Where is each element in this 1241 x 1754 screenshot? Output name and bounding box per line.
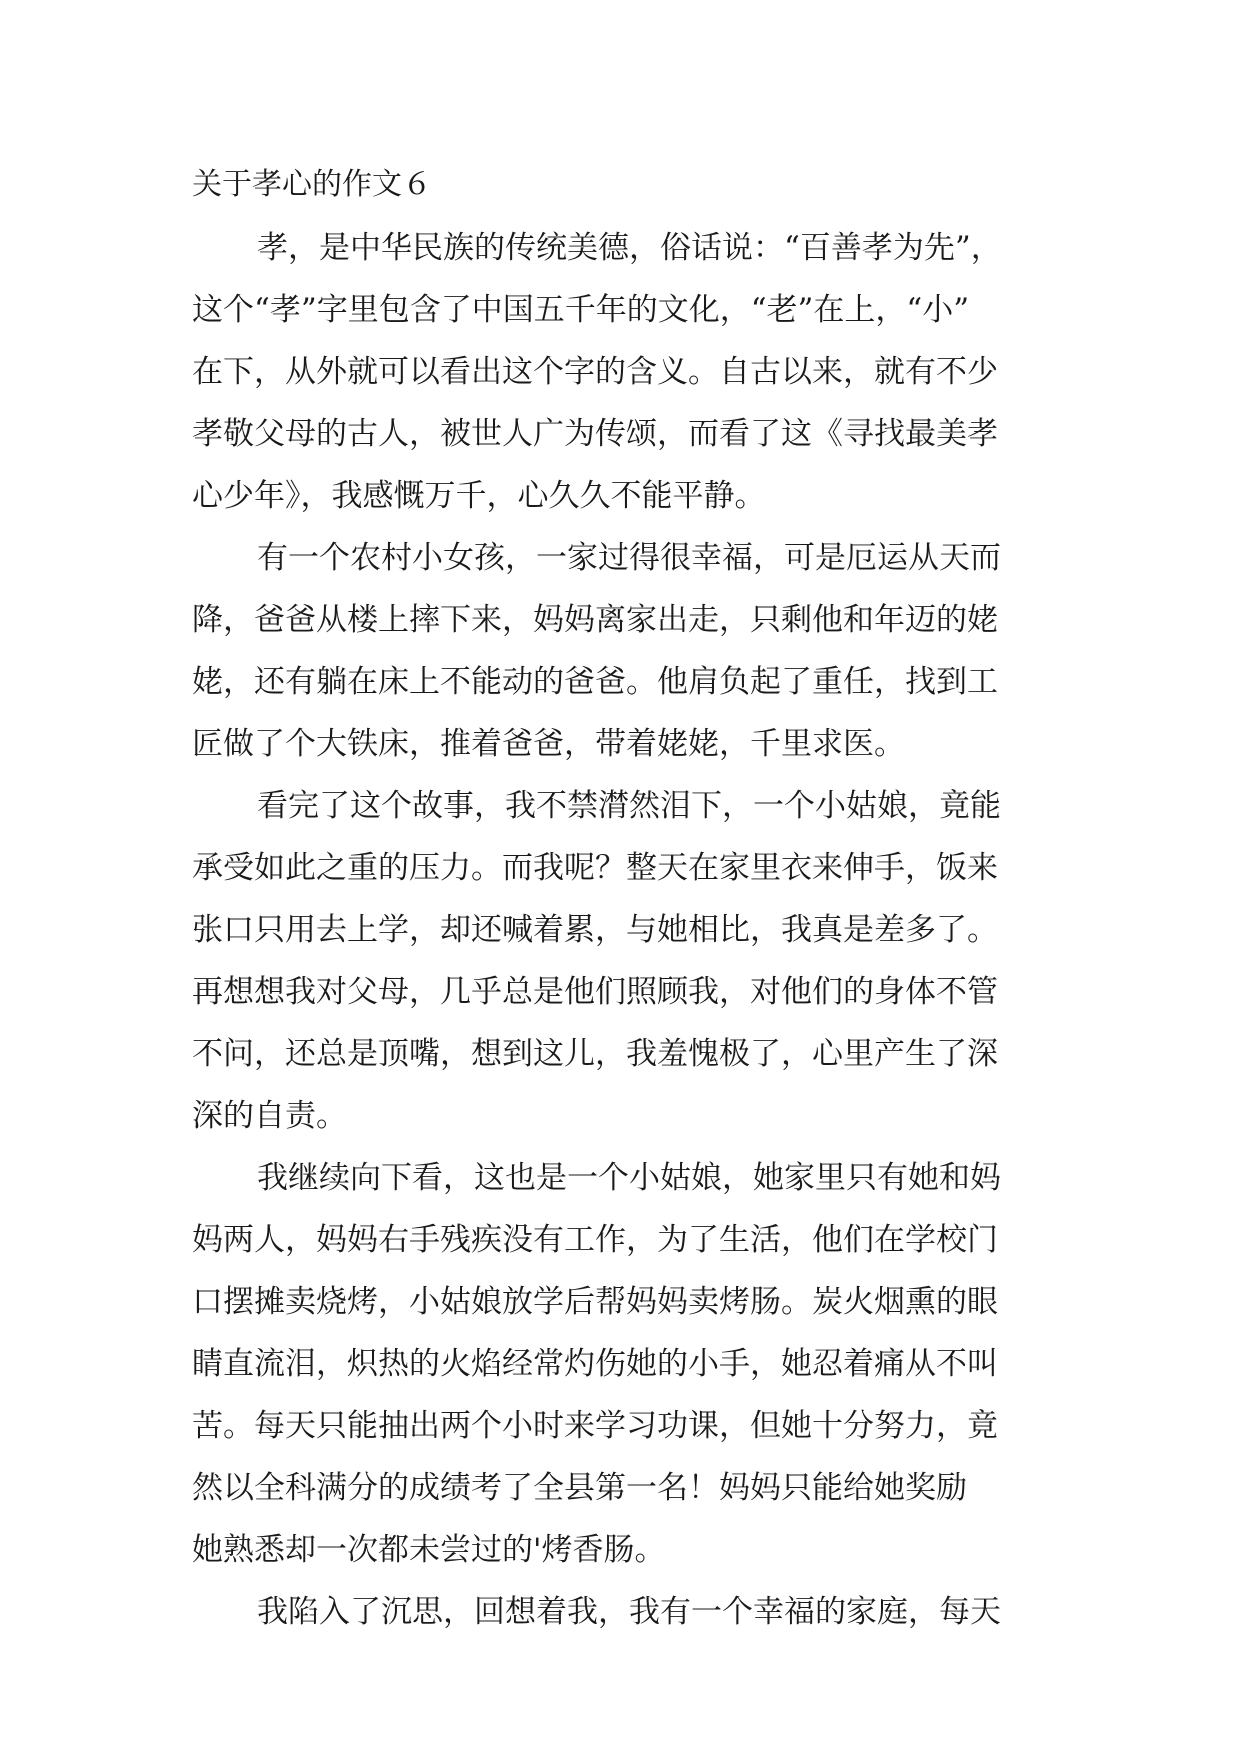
text-line: 孝敬父母的古人，被世人广为传颂，而看了这《寻找最美孝 [192,416,998,452]
text-line: 心少年》，我感慨万千，心久久不能平静。 [192,478,766,514]
document-title: 关于孝心的作文６ [192,167,432,202]
text-line: 我继续向下看，这也是一个小姑娘，她家里只有她和妈 [257,1160,1001,1196]
text-line: 看完了这个故事，我不禁潸然泪下，一个小姑娘，竟能 [257,788,1001,824]
text-line: 苦。每天只能抽出两个小时来学习功课，但她十分努力，竟 [192,1408,998,1444]
text-line: 承受如此之重的压力。而我呢？整天在家里衣来伸手，饭来 [192,850,998,886]
text-line: 匠做了个大铁床，推着爸爸，带着姥姥，千里求医。 [192,726,905,762]
text-line: 张口只用去上学，却还喊着累，与她相比，我真是差多了。 [192,912,998,948]
text-line: 再想想我对父母，几乎总是他们照顾我，对他们的身体不管 [192,974,998,1010]
text-line: 深的自责。 [192,1098,347,1134]
text-line: 然以全科满分的成绩考了全县第一名！妈妈只能给她奖励 [192,1470,967,1506]
text-line: 不问，还总是顶嘴，想到这儿，我羞愧极了，心里产生了深 [192,1036,998,1072]
text-line: 妈两人，妈妈右手残疾没有工作，为了生活，他们在学校门 [192,1222,998,1258]
text-line: 姥，还有躺在床上不能动的爸爸。他肩负起了重任，找到工 [192,664,998,700]
text-line: 孝，是中华民族的传统美德，俗话说：“百善孝为先”， [257,230,1002,266]
text-line: 有一个农村小女孩，一家过得很幸福，可是厄运从天而 [257,540,1001,576]
text-line: 在下，从外就可以看出这个字的含义。自古以来，就有不少 [192,354,998,390]
text-line: 口摆摊卖烧烤，小姑娘放学后帮妈妈卖烤肠。炭火烟熏的眼 [192,1284,998,1320]
text-line: 降，爸爸从楼上摔下来，妈妈离家出走，只剩他和年迈的姥 [192,602,998,638]
text-line: 这个“孝”字里包含了中国五千年的文化，“老”在上，“小” [192,292,970,328]
text-line: 睛直流泪，炽热的火焰经常灼伤她的小手，她忍着痛从不叫 [192,1346,998,1382]
text-line: 她熟悉却一次都未尝过的'烤香肠。 [192,1532,666,1568]
text-line: 我陷入了沉思，回想着我，我有一个幸福的家庭，每天 [257,1594,1001,1630]
